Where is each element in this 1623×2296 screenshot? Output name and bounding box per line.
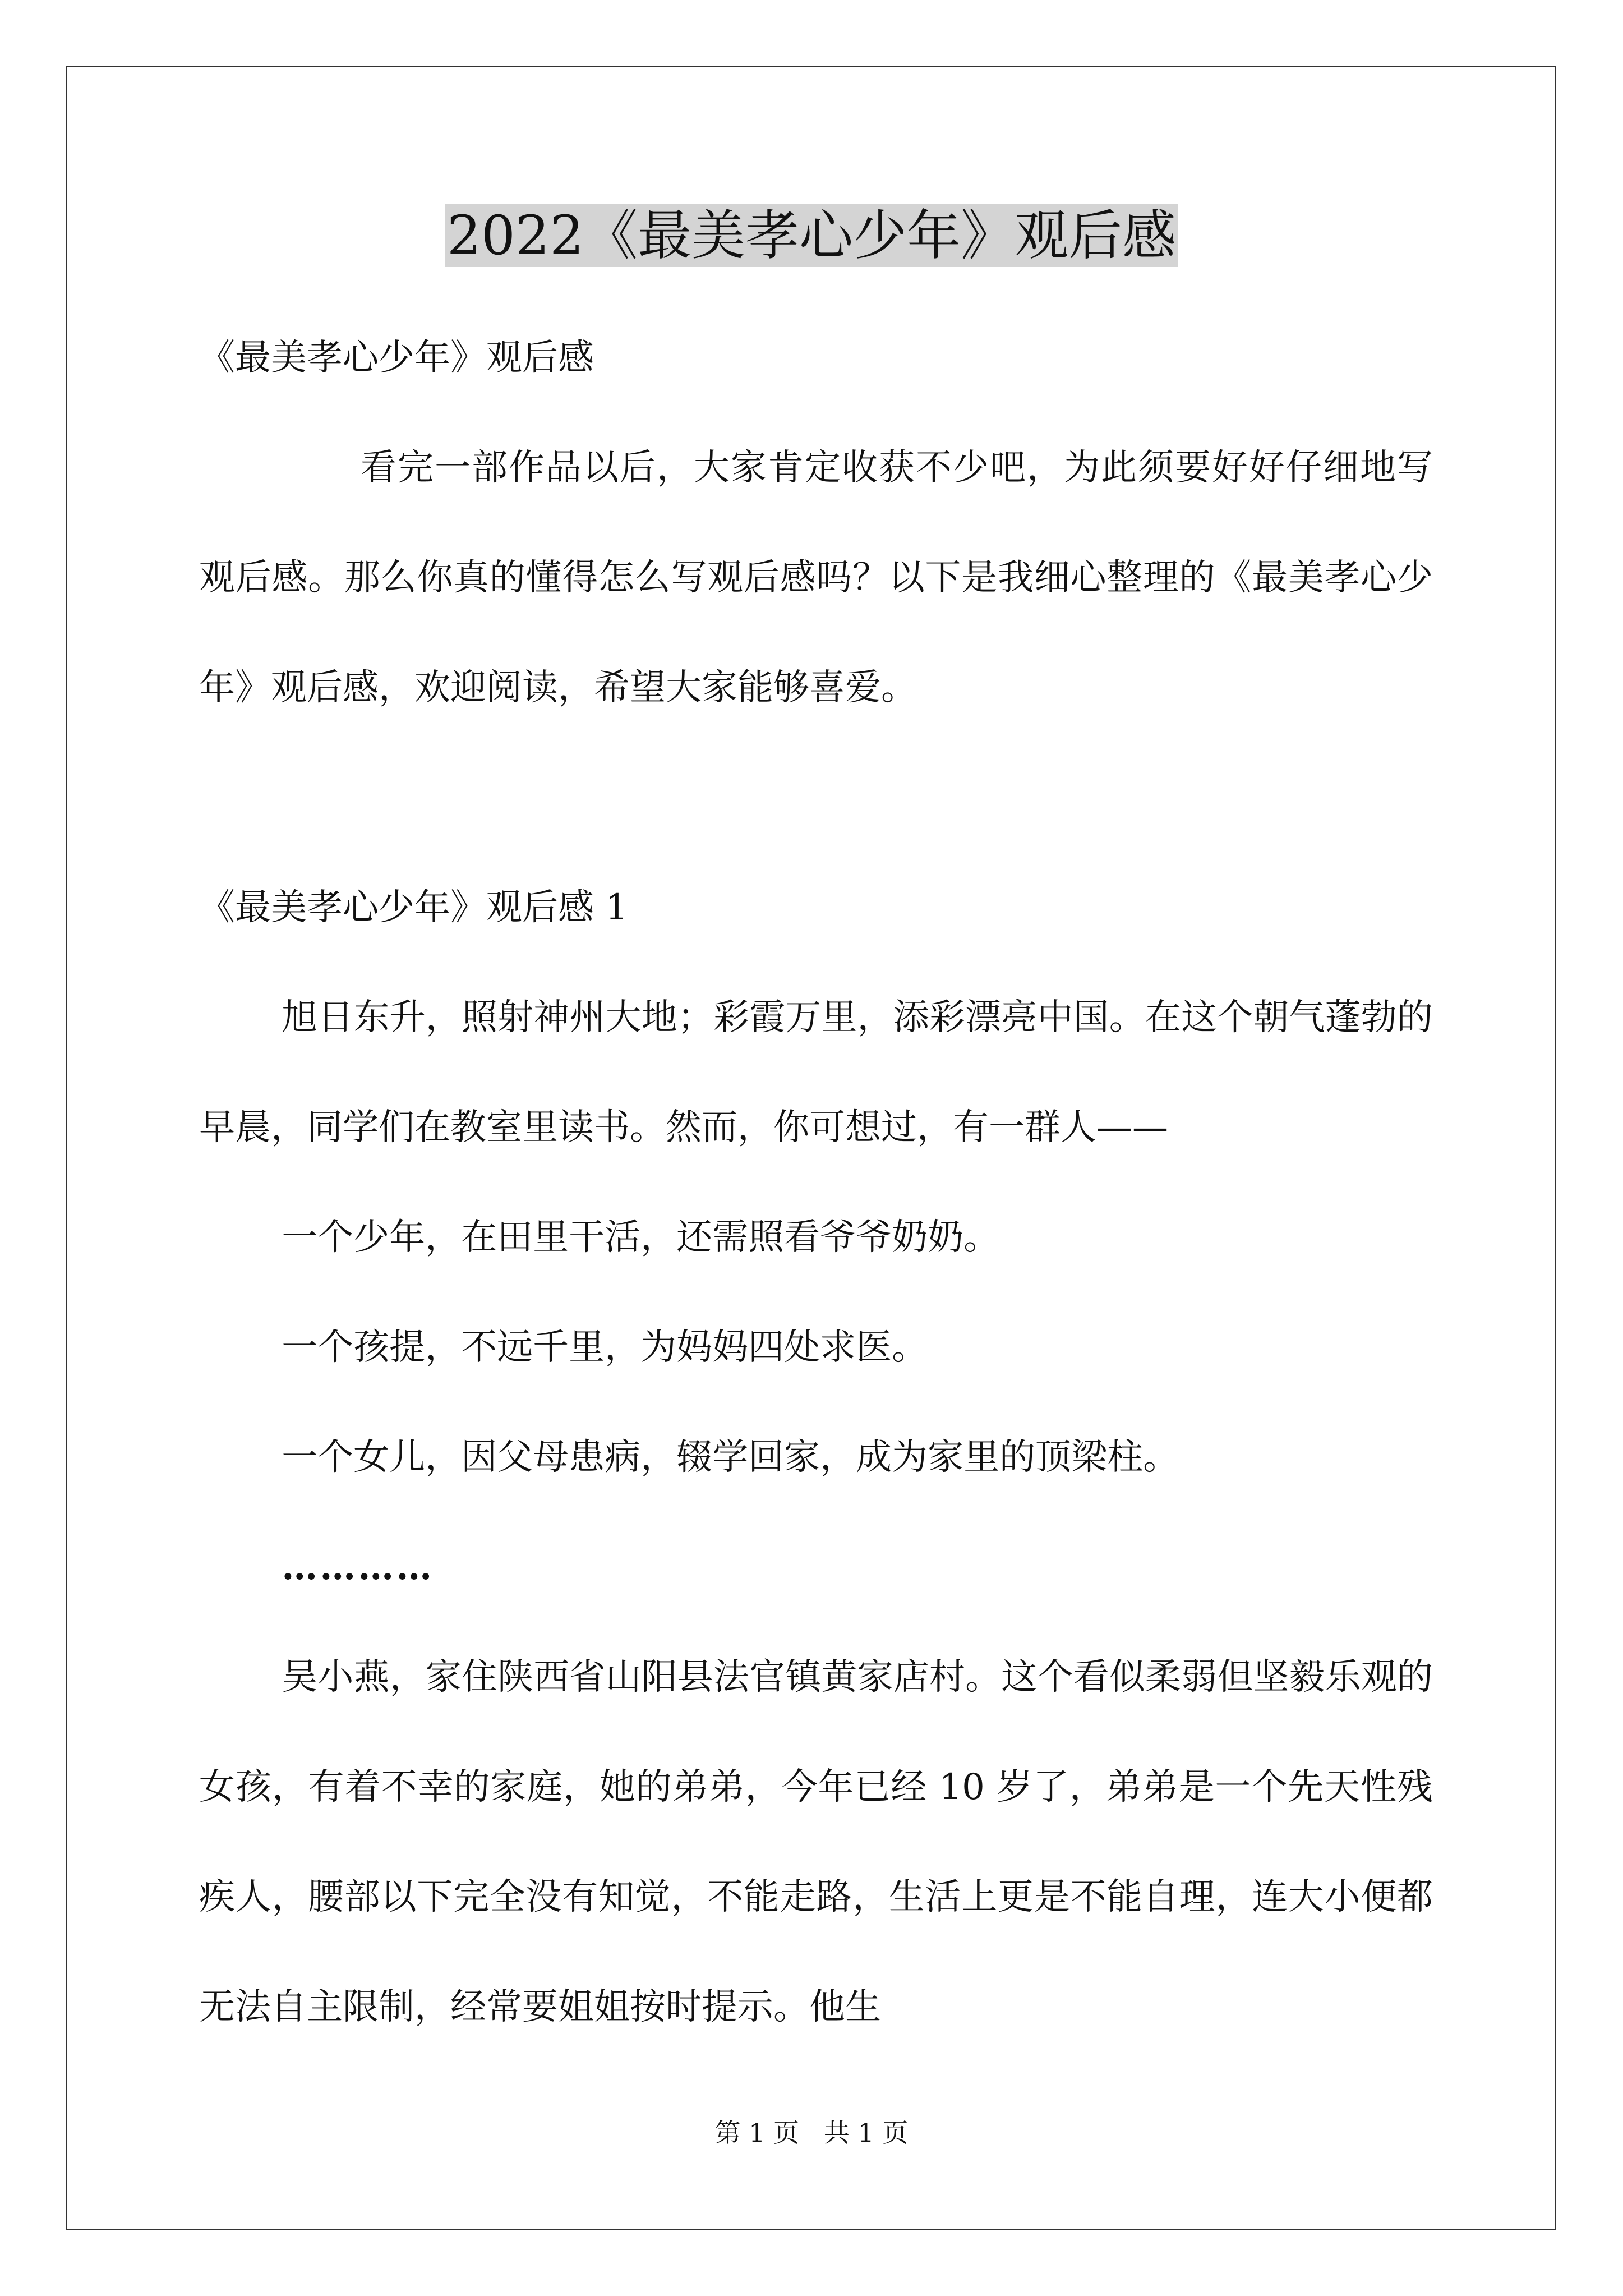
body-paragraph: 一个少年，在田里干活，还需照看爷爷奶奶。 (282, 1217, 1000, 1258)
body-paragraph: 一个孩提，不远千里，为妈妈四处求医。 (282, 1327, 928, 1368)
intro-paragraph: 看完一部作品以后，大家肯定收获不少吧，为此须要好好仔细地写观后感。那么你真的懂得怎么写观后感吗？以下是我细心整理的《最美孝心少年》观后感，欢迎阅读，希望大家能够喜爱。 (199, 447, 1433, 708)
body-paragraph: 一个女儿，因父母患病，辍学回家，成为家里的顶梁柱。 (282, 1437, 1179, 1478)
section-heading: 《最美孝心少年》观后感 1 (199, 887, 629, 928)
body-paragraph: 旭日东升，照射神州大地；彩霞万里，添彩漂亮中国。在这个朝气蓬勃的早晨，同学们在教室里读书。然而，你可想过，有一群人—— (199, 997, 1433, 1148)
story-paragraph: 吴小燕，家住陕西省山阳县法官镇黄家店村。这个看似柔弱但坚毅乐观的女孩，有着不幸的家庭，她的弟弟，今年已经 10 岁了，弟弟是一个先天性残疾人，腰部以下完全没有知觉，不能走路，生活上更是不能自理，连大小便都无法自主限制，经常要姐姐按时提示。他生 (199, 1657, 1433, 2028)
ellipsis: ………… (282, 1546, 435, 1588)
page-footer: 第 1 页 共 1 页 (714, 2118, 909, 2148)
subtitle: 《最美孝心少年》观后感 (199, 337, 594, 379)
title-text: 2022《最美孝心少年》观后感 (445, 204, 1178, 267)
document-title (0, 196, 1623, 275)
document-body (199, 303, 1433, 2062)
paragraph-gap (199, 743, 1433, 853)
